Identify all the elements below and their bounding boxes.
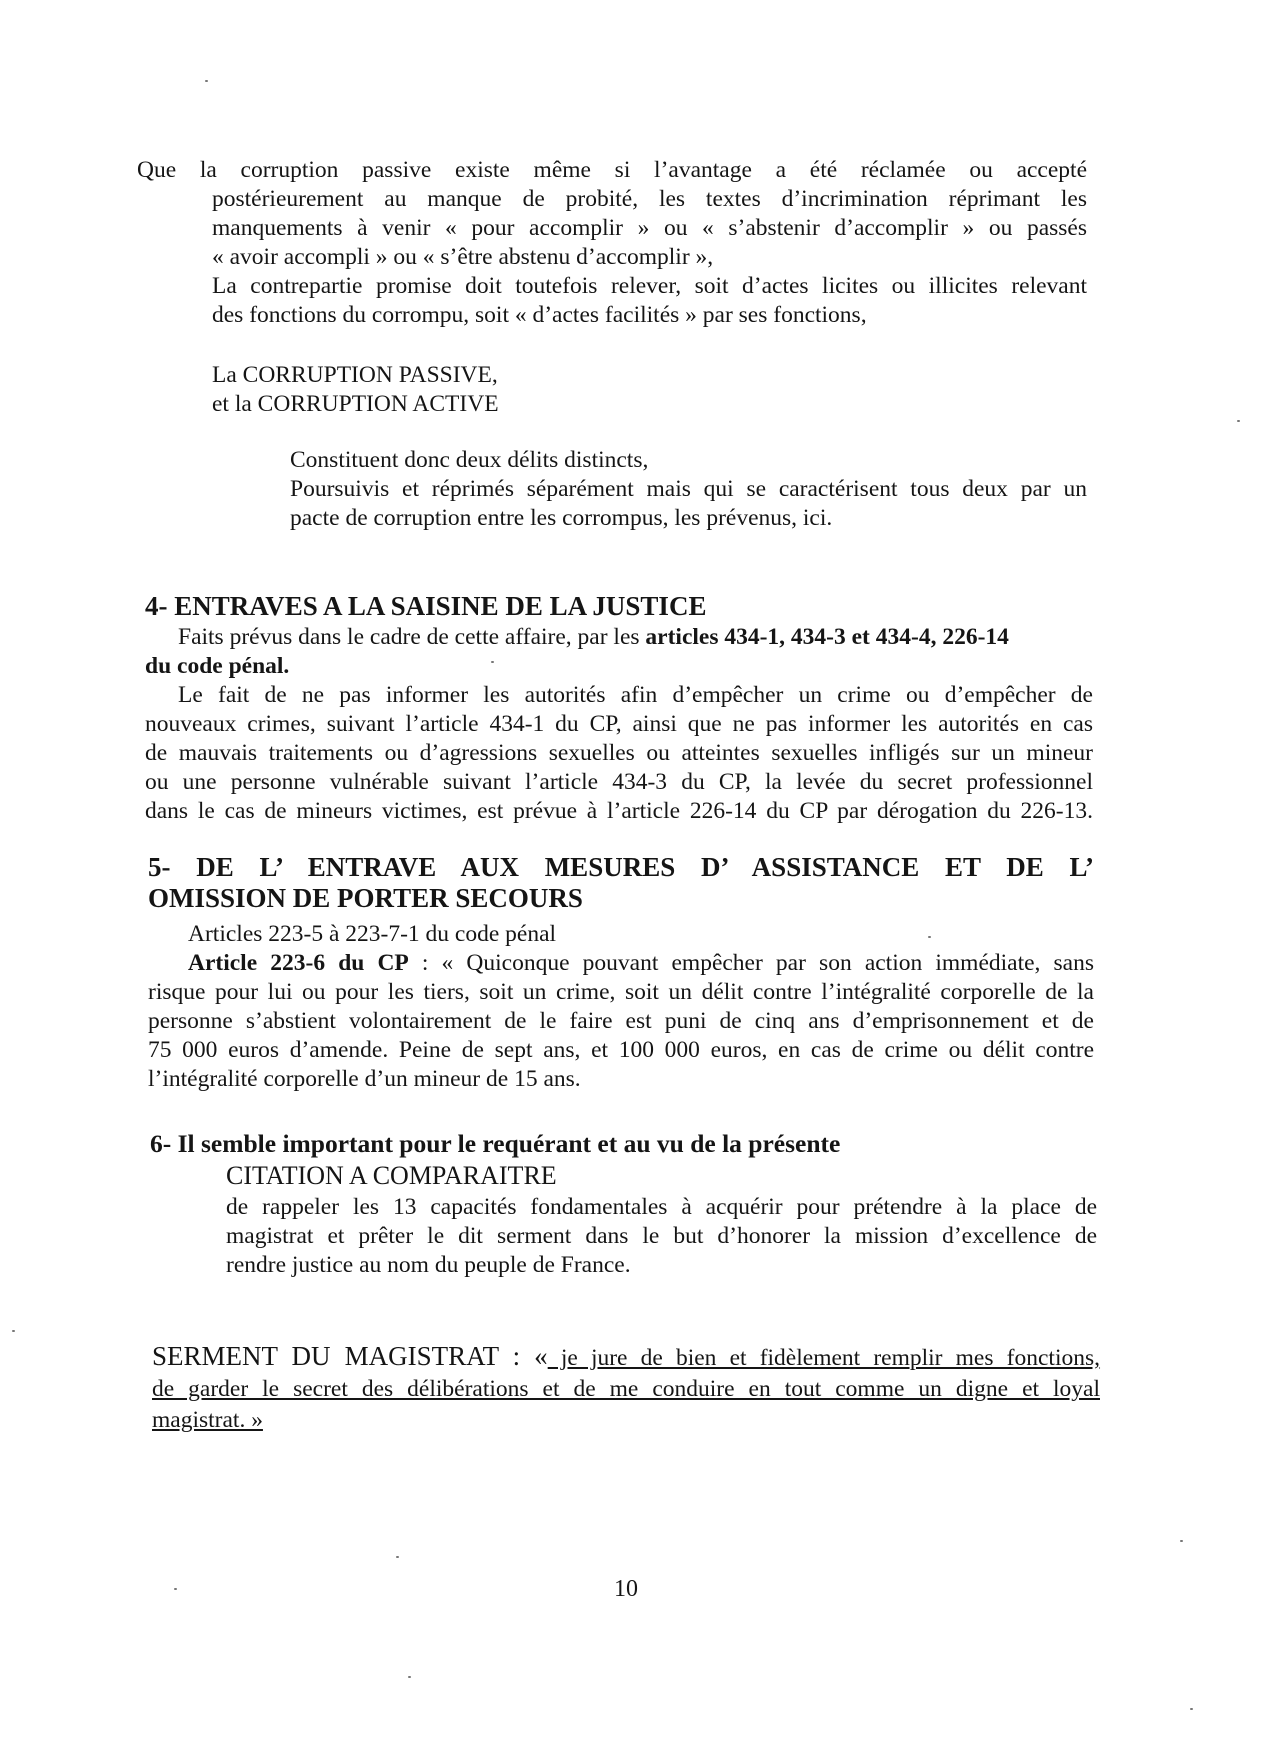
oath-line-2: de garder le secret des délibérations et de me conduire en tout comme un digne et loyal bbox=[152, 1376, 1100, 1402]
conclusion-line: pacte de corruption entre les corrompus, les prévenus, ici. bbox=[290, 505, 833, 531]
scan-speck bbox=[205, 80, 208, 82]
section-5-heading bbox=[148, 852, 1094, 914]
section-6-line: de rappeler les 13 capacités fondamentales à acquérir pour prétendre à la place de bbox=[226, 1194, 1097, 1220]
intro-line: « avoir accompli » ou « s’être abstenu d’accomplir », bbox=[212, 244, 714, 270]
section-6-line: rendre justice au nom du peuple de France. bbox=[226, 1252, 631, 1278]
scan-speck bbox=[396, 1556, 399, 1558]
corruption-types bbox=[212, 361, 812, 419]
section-5-quote-line: 75 000 euros d’amende. Peine de sept ans, et 100 000 euros, en cas de crime ou délit contre bbox=[148, 1037, 1094, 1063]
section-5-body bbox=[148, 920, 1094, 1094]
section-6-heading: 6- Il semble important pour le requérant et au vu de la présente bbox=[150, 1129, 841, 1158]
oath-line-1: SERMENT DU MAGISTRAT : « je jure de bien et fidèlement remplir mes fonctions, bbox=[152, 1341, 1101, 1371]
intro-line: manquements à venir « pour accomplir » ou « s’abstenir d’accomplir » ou passés bbox=[212, 215, 1087, 241]
scan-speck bbox=[1237, 420, 1240, 422]
section-6-body bbox=[226, 1193, 1097, 1280]
scan-speck bbox=[928, 936, 931, 938]
section-5-quote-line: personne s’abstient volontairement de le faire est puni de cinq ans d’emprisonnement et de bbox=[148, 1008, 1094, 1034]
section-4-intro: Faits prévus dans le cadre de cette affaire, par les articles 434-1, 434-3 et 434-4, 226-14 bbox=[178, 624, 1009, 650]
section-5-quote-line: l’intégralité corporelle d’un mineur de 15 ans. bbox=[148, 1066, 581, 1092]
section-4-articles: articles 434-1, 434-3 et 434-4, 226-14 bbox=[645, 624, 1009, 650]
scan-speck bbox=[1190, 1708, 1193, 1710]
scan-speck bbox=[174, 1588, 177, 1590]
conclusion-paragraph bbox=[290, 446, 1087, 533]
corruption-active-line: et la CORRUPTION ACTIVE bbox=[212, 391, 499, 417]
section-5-heading-line: 5- DE L’ ENTRAVE AUX MESURES D’ ASSISTANCE ET DE L’ bbox=[148, 852, 1094, 882]
conclusion-line: Poursuivis et réprimés séparément mais qui se caractérisent tous deux par un bbox=[290, 476, 1087, 502]
section-4-body bbox=[145, 623, 1093, 826]
section-4-heading: 4- ENTRAVES A LA SAISINE DE LA JUSTICE bbox=[145, 591, 707, 621]
intro-line: La contrepartie promise doit toutefois relever, soit d’actes licites ou illicites relevant bbox=[212, 273, 1087, 299]
magistrate-oath bbox=[152, 1341, 1100, 1436]
section-4-line: ou une personne vulnérable suivant l’article 434-3 du CP, la levée du secret professionnel bbox=[145, 769, 1093, 795]
scan-speck bbox=[408, 1676, 411, 1678]
corruption-passive-line: La CORRUPTION PASSIVE, bbox=[212, 362, 498, 388]
page-number: 10 bbox=[614, 1576, 638, 1602]
scan-speck bbox=[491, 661, 494, 663]
intro-line: postérieurement au manque de probité, les textes d’incrimination réprimant les bbox=[212, 186, 1087, 212]
section-4-line: dans le cas de mineurs victimes, est prévue à l’article 226-14 du CP par dérogation du 226-13. bbox=[145, 798, 1093, 824]
scan-speck bbox=[12, 1330, 15, 1332]
intro-line: des fonctions du corrompu, soit « d’actes facilités » par ses fonctions, bbox=[212, 302, 867, 328]
section-5-quote-first: Article 223-6 du CP : « Quiconque pouvant empêcher par son action immédiate, sans bbox=[188, 950, 1095, 976]
section-6-line: magistrat et prêter le dit serment dans le but d’honorer la mission d’excellence de bbox=[226, 1223, 1097, 1249]
oath-label: SERMENT DU MAGISTRAT : « bbox=[152, 1341, 548, 1371]
section-4-code: du code pénal. bbox=[145, 653, 290, 679]
section-5-quote-line: risque pour lui ou pour les tiers, soit un crime, soit un délit contre l’intégralité corporelle de la bbox=[148, 979, 1094, 1005]
section-5-heading-line: OMISSION DE PORTER SECOURS bbox=[148, 883, 583, 913]
section-5-articles: Articles 223-5 à 223-7-1 du code pénal bbox=[188, 921, 557, 947]
conclusion-line: Constituent donc deux délits distincts, bbox=[290, 447, 649, 473]
intro-line: Que la corruption passive existe même si l’avantage a été réclamée ou accepté bbox=[137, 157, 1087, 183]
intro-paragraph bbox=[137, 156, 1087, 330]
section-4-line: de mauvais traitements ou d’agressions sexuelles ou atteintes sexuelles infligés sur un mineur bbox=[145, 740, 1093, 766]
section-4-line: Le fait de ne pas informer les autorités afin d’empêcher un crime ou d’empêcher de bbox=[178, 682, 1093, 708]
section-6-subtitle: CITATION A COMPARAITRE bbox=[226, 1161, 557, 1190]
section-4-line: nouveaux crimes, suivant l’article 434-1 du CP, ainsi que ne pas informer les autorités en cas bbox=[145, 711, 1093, 737]
oath-line-3: magistrat. » bbox=[152, 1407, 263, 1433]
scan-speck bbox=[1180, 1540, 1183, 1542]
